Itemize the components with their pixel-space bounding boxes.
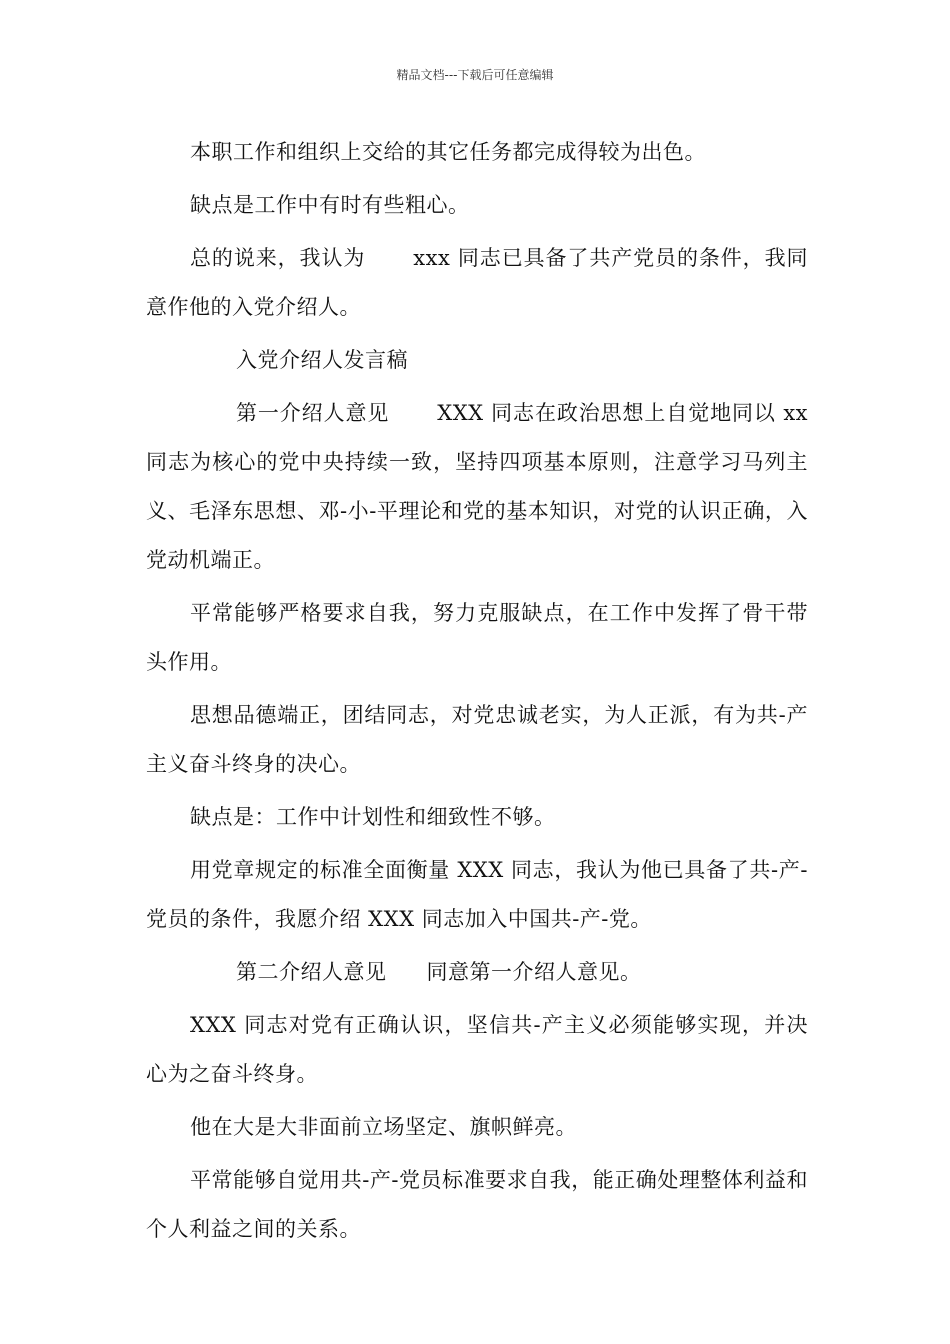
document-body: [146, 128, 808, 1258]
paragraph: 平常能够自觉用共-产-党员标准要求自我，能正确处理整体利益和个人利益之间的关系。: [146, 1168, 808, 1241]
paragraph: [146, 389, 808, 585]
paragraph: [146, 234, 808, 332]
paragraph-rest: 同意第一介绍人意见。: [426, 960, 642, 984]
page-header: 精品文档---下载后可任意编辑: [396, 68, 554, 82]
section-heading: 入党介绍人发言稿: [236, 348, 408, 372]
paragraph: XXX 同志对党有正确认识，坚信共-产主义必须能够实现，并决心为之奋斗终身。: [146, 1013, 808, 1086]
paragraph-lead: 第一介绍人意见: [236, 401, 390, 425]
paragraph: 平常能够严格要求自我，努力克服缺点，在工作中发挥了骨干带头作用。: [146, 601, 808, 674]
paragraph: [146, 948, 808, 997]
paragraph: 他在大是大非面前立场坚定、旗帜鲜亮。: [190, 1115, 577, 1139]
paragraph: 缺点是工作中有时有些粗心。: [190, 193, 470, 217]
paragraph: 用党章规定的标准全面衡量 XXX 同志，我认为他已具备了共-产-党员的条件，我愿介绍 XXX 同志加入中国共-产-党。: [146, 858, 808, 931]
paragraph: 缺点是：工作中计划性和细致性不够。: [190, 805, 556, 829]
paragraph: 思想品德端正，团结同志，对党忠诚老实，为人正派，有为共-产主义奋斗终身的决心。: [146, 703, 808, 776]
paragraph: 本职工作和组织上交给的其它任务都完成得较为出色。: [190, 140, 706, 164]
paragraph-lead: 第二介绍人意见: [236, 960, 387, 984]
paragraph-lead: 总的说来，我认为: [190, 246, 366, 270]
paragraph-rest: xxx 同志已具备了共产党员的条件，我同意作他的入党介绍人。: [146, 246, 808, 319]
paragraph-rest: XXX 同志在政治思想上自觉地同以 xx 同志为核心的党中央持续一致，坚持四项基本原则，注意学习马列主义、毛泽东思想、邓-小-平理论和党的基本知识，对党的认识正确，入党动机端正。: [146, 401, 809, 572]
